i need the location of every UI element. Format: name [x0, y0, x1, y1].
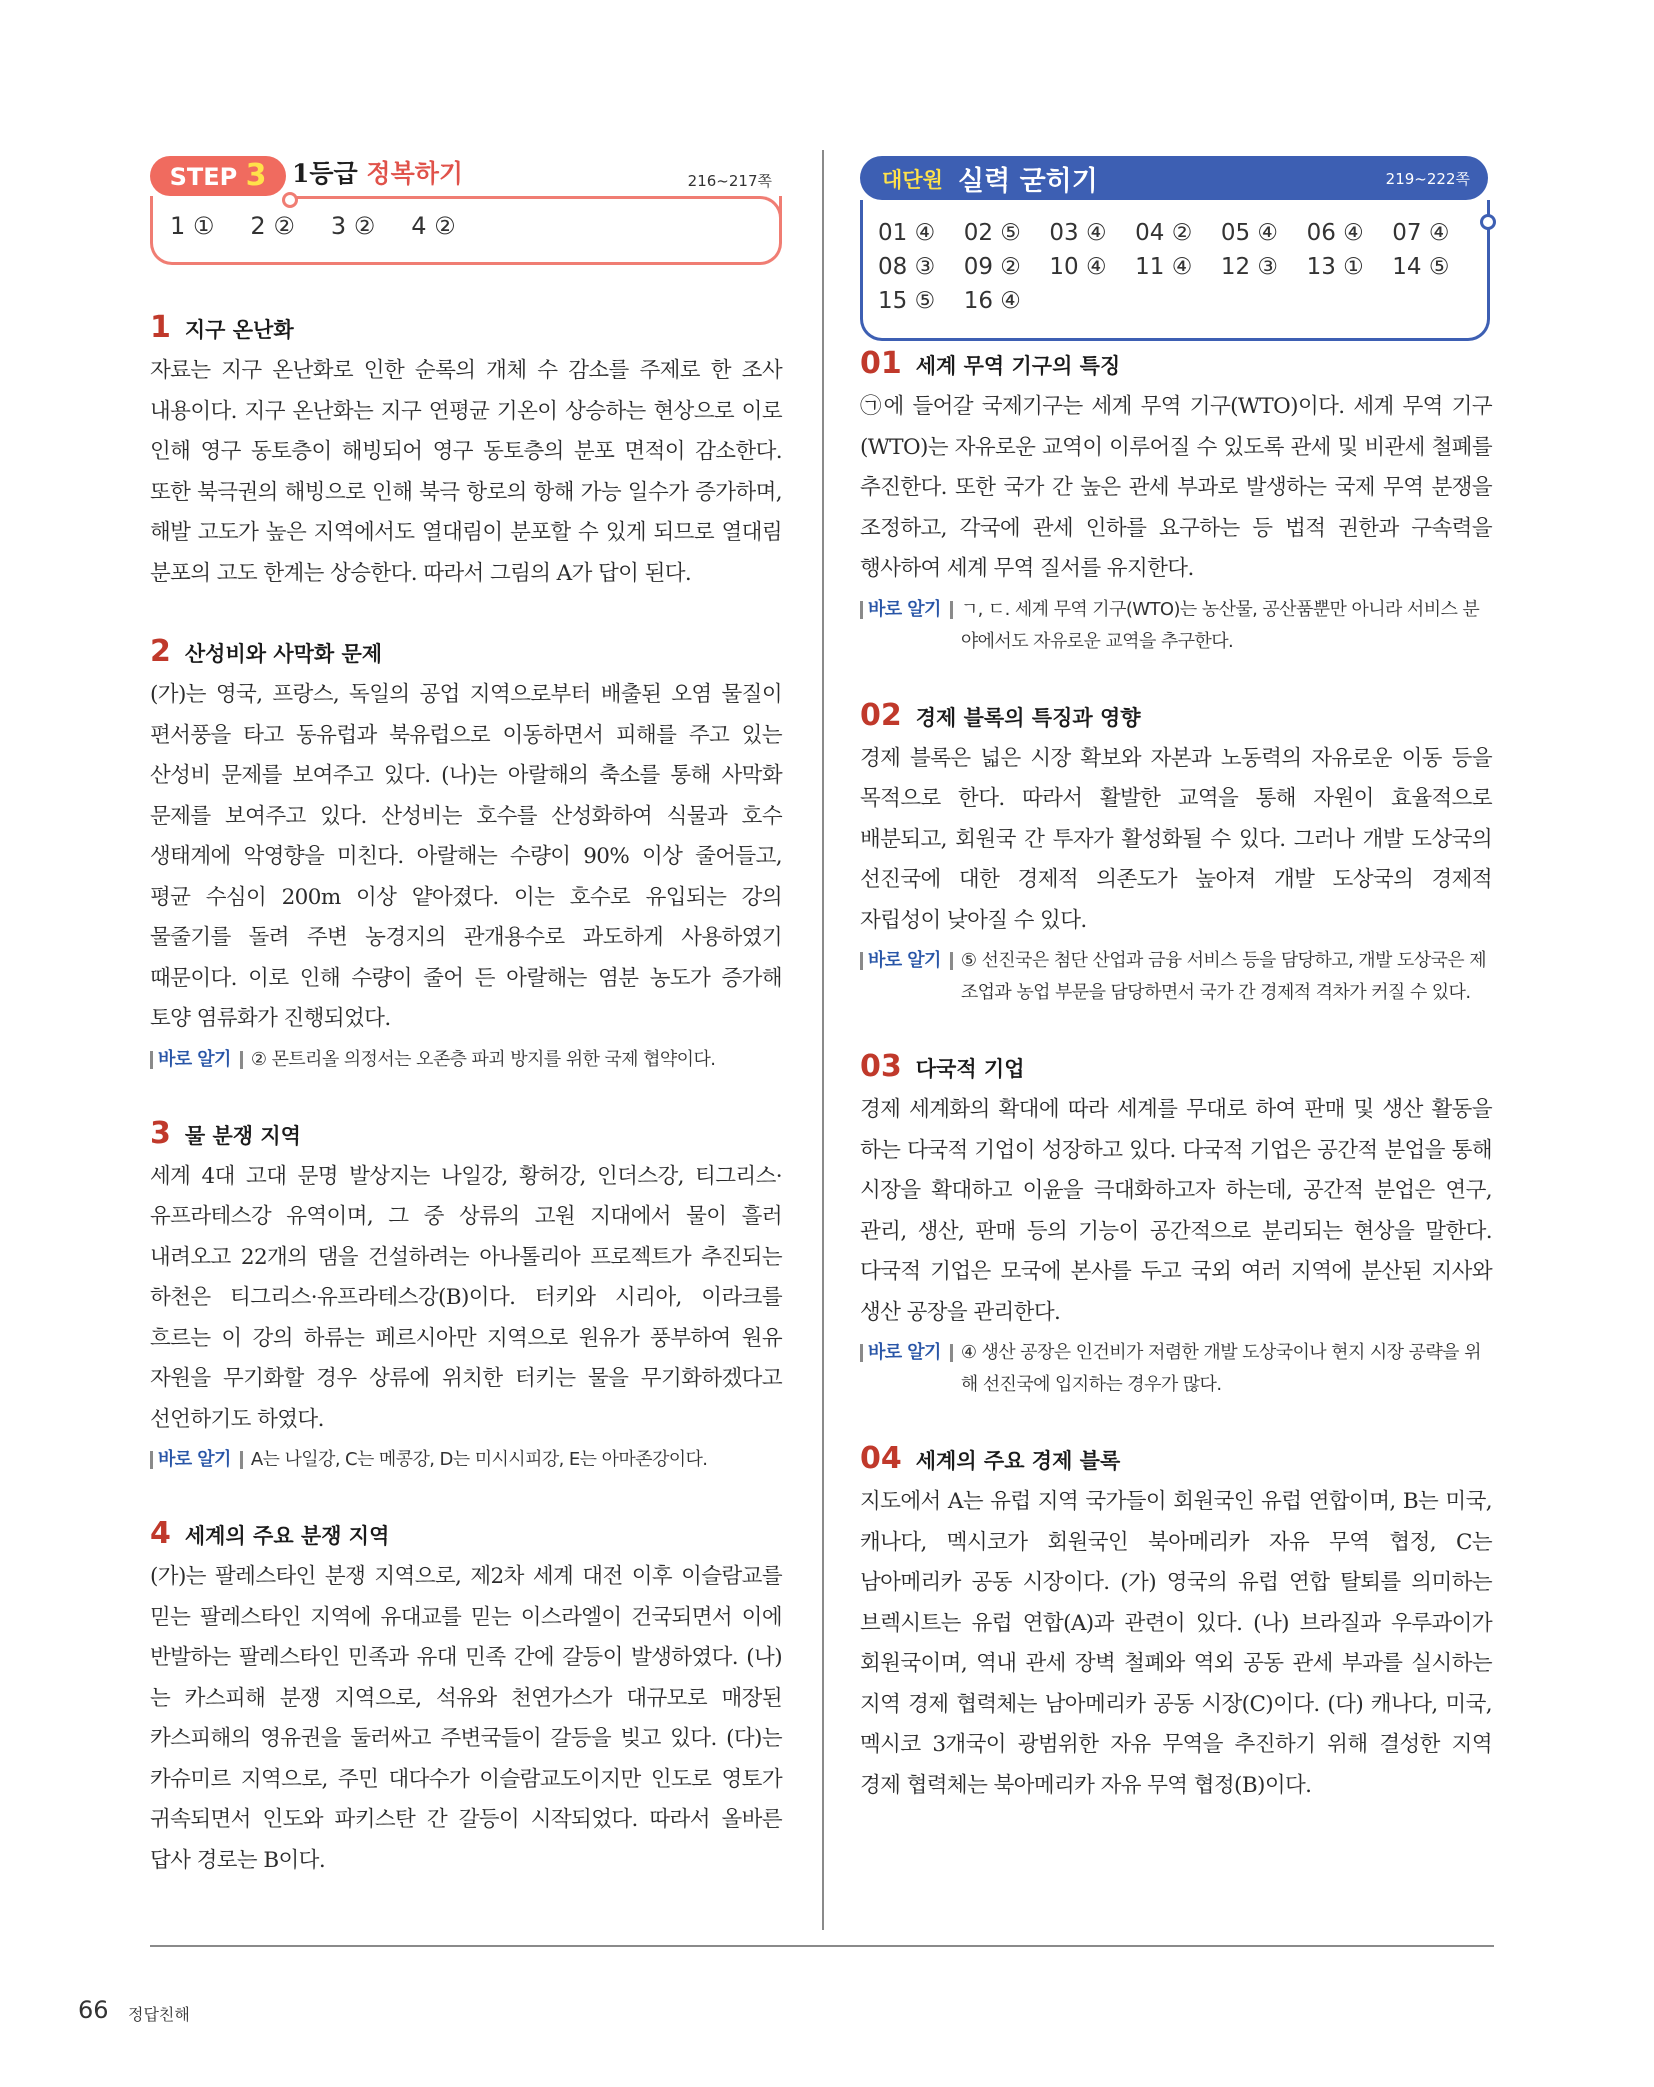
explanation-section	[860, 1441, 1492, 1806]
section-body: (가)는 영국, 프랑스, 독일의 공업 지역으로부터 배출된 오염 물질이 편서풍을 타고 동유럽과 북유럽으로 이동하면서 피해를 주고 있는 산성비 문제를 보여주고 있다. (나)는 아랄해의 축소를 통해 사막화 문제를 보여주고 있다. 산성비는 호수를 산성화하여 식물과 호수 생태계에 악영향을 미친다. 아랄해는 수량이 90% 이상 줄어들고, 평균 수심이 200m 이상 얕아졌다. 이는 호수로 유입되는 강의 물줄기를 돌려 주변 농경지의 관개용수로 과도하게 사용하였기 때문이다. 이로 인해 수량이 줄어 든 아랄해는 염분 농도가 증가해 토양 염류화가 진행되었다.	[150, 682, 782, 1031]
section-number: 03	[860, 1049, 902, 1084]
section-heading	[860, 698, 1492, 733]
explanation-section	[860, 346, 1492, 658]
explanation-section	[150, 1516, 782, 1881]
explanation-section	[150, 310, 782, 594]
unit-answer: 10 ④	[1049, 254, 1107, 280]
step-answer: 3 ②	[330, 212, 376, 240]
unit-answer: 01 ④	[878, 220, 936, 246]
section-title: 세계의 주요 경제 블록	[915, 1449, 1121, 1473]
unit-page-range: 219~222쪽	[1385, 170, 1470, 188]
section-title: 산성비와 사막화 문제	[184, 642, 383, 666]
footer-rule	[150, 1945, 1494, 1947]
section-number: 4	[150, 1516, 171, 1551]
section-body: (가)는 팔레스타인 분쟁 지역으로, 제2차 세계 대전 이후 이슬람교를 믿는 팔레스타인 지역에 유대교를 믿는 이스라엘이 건국되면서 이에 반발하는 팔레스타인 민족과 유대 민족 간에 갈등이 발생하였다. (나)는 카스피해 분쟁 지역으로, 석유와 천연가스가 대규모로 매장된 카스피해의 영유권을 둘러싸고 주변국들이 갈등을 빚고 있다. (다)는 카슈미르 지역으로, 주민 대다수가 이슬람교도이지만 인도로 영토가 귀속되면서 인도와 파키스탄 간 갈등이 시작되었다. 따라서 올바른 답사 경로는 B이다.	[150, 1564, 782, 1873]
unit-answer: 03 ④	[1049, 220, 1107, 246]
right-explanations	[860, 346, 1492, 1806]
step-answer: 2 ②	[250, 212, 295, 240]
baro-note	[150, 1444, 782, 1476]
baro-label: 바로 알기	[860, 945, 953, 1009]
step-answer: 4 ②	[411, 212, 456, 240]
section-body: 지도에서 A는 유럽 지역 국가들이 회원국인 유럽 연합이며, B는 미국, 캐나다, 멕시코가 회원국인 북아메리카 자유 무역 협정, C는 남아메리카 공동 시장이다. (가) 영국의 유럽 연합 탈퇴를 의미하는 브렉시트는 유럽 연합(A)과 관련이 있다. (나) 브라질과 우루과이가 회원국이며, 역내 관세 장벽 철폐와 역외 공동 관세 부과를 실시하는 지역 경제 협력체는 남아메리카 공동 시장(C)이다. (다) 캐나다, 미국, 멕시코 3개국이 광범위한 자유 무역을 추진하기 위해 결성한 지역 경제 협력체는 북아메리카 자유 무역 협정(B)이다.	[860, 1489, 1492, 1798]
unit-small-label: 대단원	[882, 168, 943, 192]
section-number: 02	[860, 697, 902, 733]
baro-text: ㄱ, ㄷ. 세계 무역 기구(WTO)는 농산물, 공산품뿐만 아니라 서비스 분야에서도 자유로운 교역을 추구한다.	[960, 598, 1480, 652]
unit-title: 실력 굳히기	[958, 166, 1098, 197]
unit-answer: 12 ③	[1220, 254, 1279, 280]
baro-text: ② 몬트리올 의정서는 오존층 파괴 방지를 위한 국제 협약이다.	[250, 1048, 716, 1070]
unit-answer: 07 ④	[1392, 220, 1450, 246]
section-body: 세계 4대 고대 문명 발상지는 나일강, 황허강, 인더스강, 티그리스·유프라테스강 유역이며, 그 중 상류의 고원 지대에서 물이 흘러 내려오고 22개의 댐을 건설하려는 아나톨리아 프로젝트가 추진되는 하천은 티그리스·유프라테스강(B)이다. 터키와 시리아, 이라크를 흐르는 이 강의 하류는 페르시아만 지역으로 원유가 풍부하여 원유 자원을 무기화할 경우 상류에 위치한 터키는 물을 무기화하겠다고 선언하기도 하였다.	[150, 1163, 782, 1432]
step-label: STEP	[169, 163, 238, 191]
baro-label: 바로 알기	[150, 1444, 243, 1476]
step-number: 3	[245, 158, 267, 193]
baro-label: 바로 알기	[150, 1044, 243, 1076]
section-title: 세계의 주요 분쟁 지역	[184, 1524, 390, 1548]
step-title	[292, 154, 463, 190]
unit-answer: 02 ⑤	[963, 220, 1021, 246]
step-page-range: 216~217쪽	[687, 172, 772, 190]
baro-label: 바로 알기	[860, 1337, 953, 1401]
explanation-section	[860, 1049, 1492, 1401]
baro-note	[860, 594, 1492, 658]
baro-note	[860, 1337, 1492, 1401]
section-number: 01	[860, 346, 902, 381]
section-heading	[150, 310, 782, 345]
explanation-section	[150, 634, 782, 1076]
unit-answer: 05 ④	[1220, 220, 1279, 246]
section-number: 3	[150, 1115, 171, 1151]
section-title: 다국적 기업	[915, 1057, 1025, 1081]
explanation-section	[150, 1116, 782, 1477]
unit-answer: 11 ④	[1135, 254, 1193, 280]
section-title: 지구 온난화	[184, 318, 294, 342]
section-heading	[860, 1441, 1492, 1476]
explanation-section	[860, 698, 1492, 1010]
unit-answer: 13 ①	[1306, 254, 1364, 280]
section-number: 04	[860, 1441, 902, 1476]
step-answer-list	[170, 212, 456, 240]
section-title: 세계 무역 기구의 특징	[915, 354, 1121, 378]
unit-dot	[1480, 214, 1496, 230]
baro-text: ⑤ 선진국은 첨단 산업과 금융 서비스 등을 담당하고, 개발 도상국은 제조업과 농업 부문을 담당하면서 국가 간 경제적 격차가 커질 수 있다.	[960, 950, 1486, 1003]
unit-answer: 15 ⑤	[878, 288, 936, 314]
left-column	[150, 150, 782, 1881]
baro-note	[150, 1044, 782, 1076]
section-heading	[860, 346, 1492, 381]
baro-text: A는 나일강, C는 메콩강, D는 미시시피강, E는 아마존강이다.	[250, 1449, 708, 1470]
baro-note	[860, 945, 1492, 1009]
section-body: 경제 세계화의 확대에 따라 세계를 무대로 하여 판매 및 생산 활동을 하는 다국적 기업이 성장하고 있다. 다국적 기업은 공간적 분업을 통해 시장을 확대하고 이윤을 극대화하고자 하는데, 공간적 분업은 연구, 관리, 생산, 판매 등의 기능이 공간적으로 분리되는 현상을 말한다. 다국적 기업은 모국에 본사를 두고 국외 여러 지역에 분산된 지사와 생산 공장을 관리한다.	[860, 1097, 1492, 1325]
step-title-prefix: 1등급	[292, 159, 358, 188]
section-body: 자료는 지구 온난화로 인한 순록의 개체 수 감소를 주제로 한 조사 내용이다. 지구 온난화는 지구 연평균 기온이 상승하는 현상으로 이로 인해 영구 동토층이 해빙되어 영구 동토층의 분포 면적이 감소한다. 또한 북극권의 해빙으로 인해 북극 항로의 항해 가능 일수가 증가하며, 해발 고도가 높은 지역에서도 열대림이 분포할 수 있게 되므로 열대림 분포의 고도 한계는 상승한다. 따라서 그림의 A가 답이 된다.	[150, 358, 782, 586]
step-badge	[150, 156, 286, 196]
section-heading	[860, 1049, 1492, 1084]
unit-answer: 16 ④	[963, 288, 1021, 314]
unit-answer: 06 ④	[1306, 220, 1364, 246]
step-answer: 1 ①	[170, 212, 215, 240]
section-heading	[150, 634, 782, 669]
section-number: 2	[150, 634, 171, 669]
unit-answer: 09 ②	[963, 254, 1021, 280]
unit-answer: 04 ②	[1135, 220, 1193, 246]
section-body: 경제 블록은 넓은 시장 확보와 자본과 노동력의 자유로운 이동 등을 목적으로 한다. 따라서 활발한 교역을 통해 자원이 효율적으로 배분되고, 회원국 간 투자가 활성화될 수 있다. 그러나 개발 도상국의 선진국에 대한 경제적 의존도가 높아져 개발 도상국의 경제적 자립성이 낮아질 수 있다.	[860, 745, 1492, 933]
section-body: ㉠에 들어갈 국제기구는 세계 무역 기구(WTO)이다. 세계 무역 기구(WTO)는 자유로운 교역이 이루어질 수 있도록 관세 및 비관세 철폐를 추진한다. 또한 국가 간 높은 관세 부과로 발생하는 국제 무역 분쟁을 조정하고, 각국에 관세 인하를 요구하는 등 법적 권한과 구속력을 행사하여 세계 무역 질서를 유지한다.	[860, 394, 1492, 581]
unit-answer-list	[878, 220, 1478, 314]
unit-answer: 14 ⑤	[1392, 254, 1450, 280]
section-number: 1	[150, 310, 171, 345]
baro-label: 바로 알기	[860, 594, 953, 658]
step-dot	[282, 192, 298, 208]
unit-answer-box	[860, 150, 1492, 350]
left-explanations	[150, 310, 782, 1881]
unit-answer: 08 ③	[878, 254, 936, 280]
section-heading	[150, 1516, 782, 1551]
section-title: 물 분쟁 지역	[184, 1123, 301, 1148]
step-title-highlight: 정복하기	[366, 159, 464, 188]
right-column	[860, 150, 1492, 1806]
page-number: 66	[78, 1996, 109, 2024]
section-heading	[150, 1116, 782, 1151]
section-title: 경제 블록의 특징과 영향	[915, 705, 1141, 730]
column-divider	[822, 150, 824, 1930]
footer-label: 정답친해	[128, 2005, 190, 2024]
baro-text: ④ 생산 공장은 인건비가 저렴한 개발 도상국이나 현지 시장 공략을 위해 선진국에 입지하는 경우가 많다.	[960, 1342, 1481, 1395]
step3-answer-box	[150, 150, 782, 274]
